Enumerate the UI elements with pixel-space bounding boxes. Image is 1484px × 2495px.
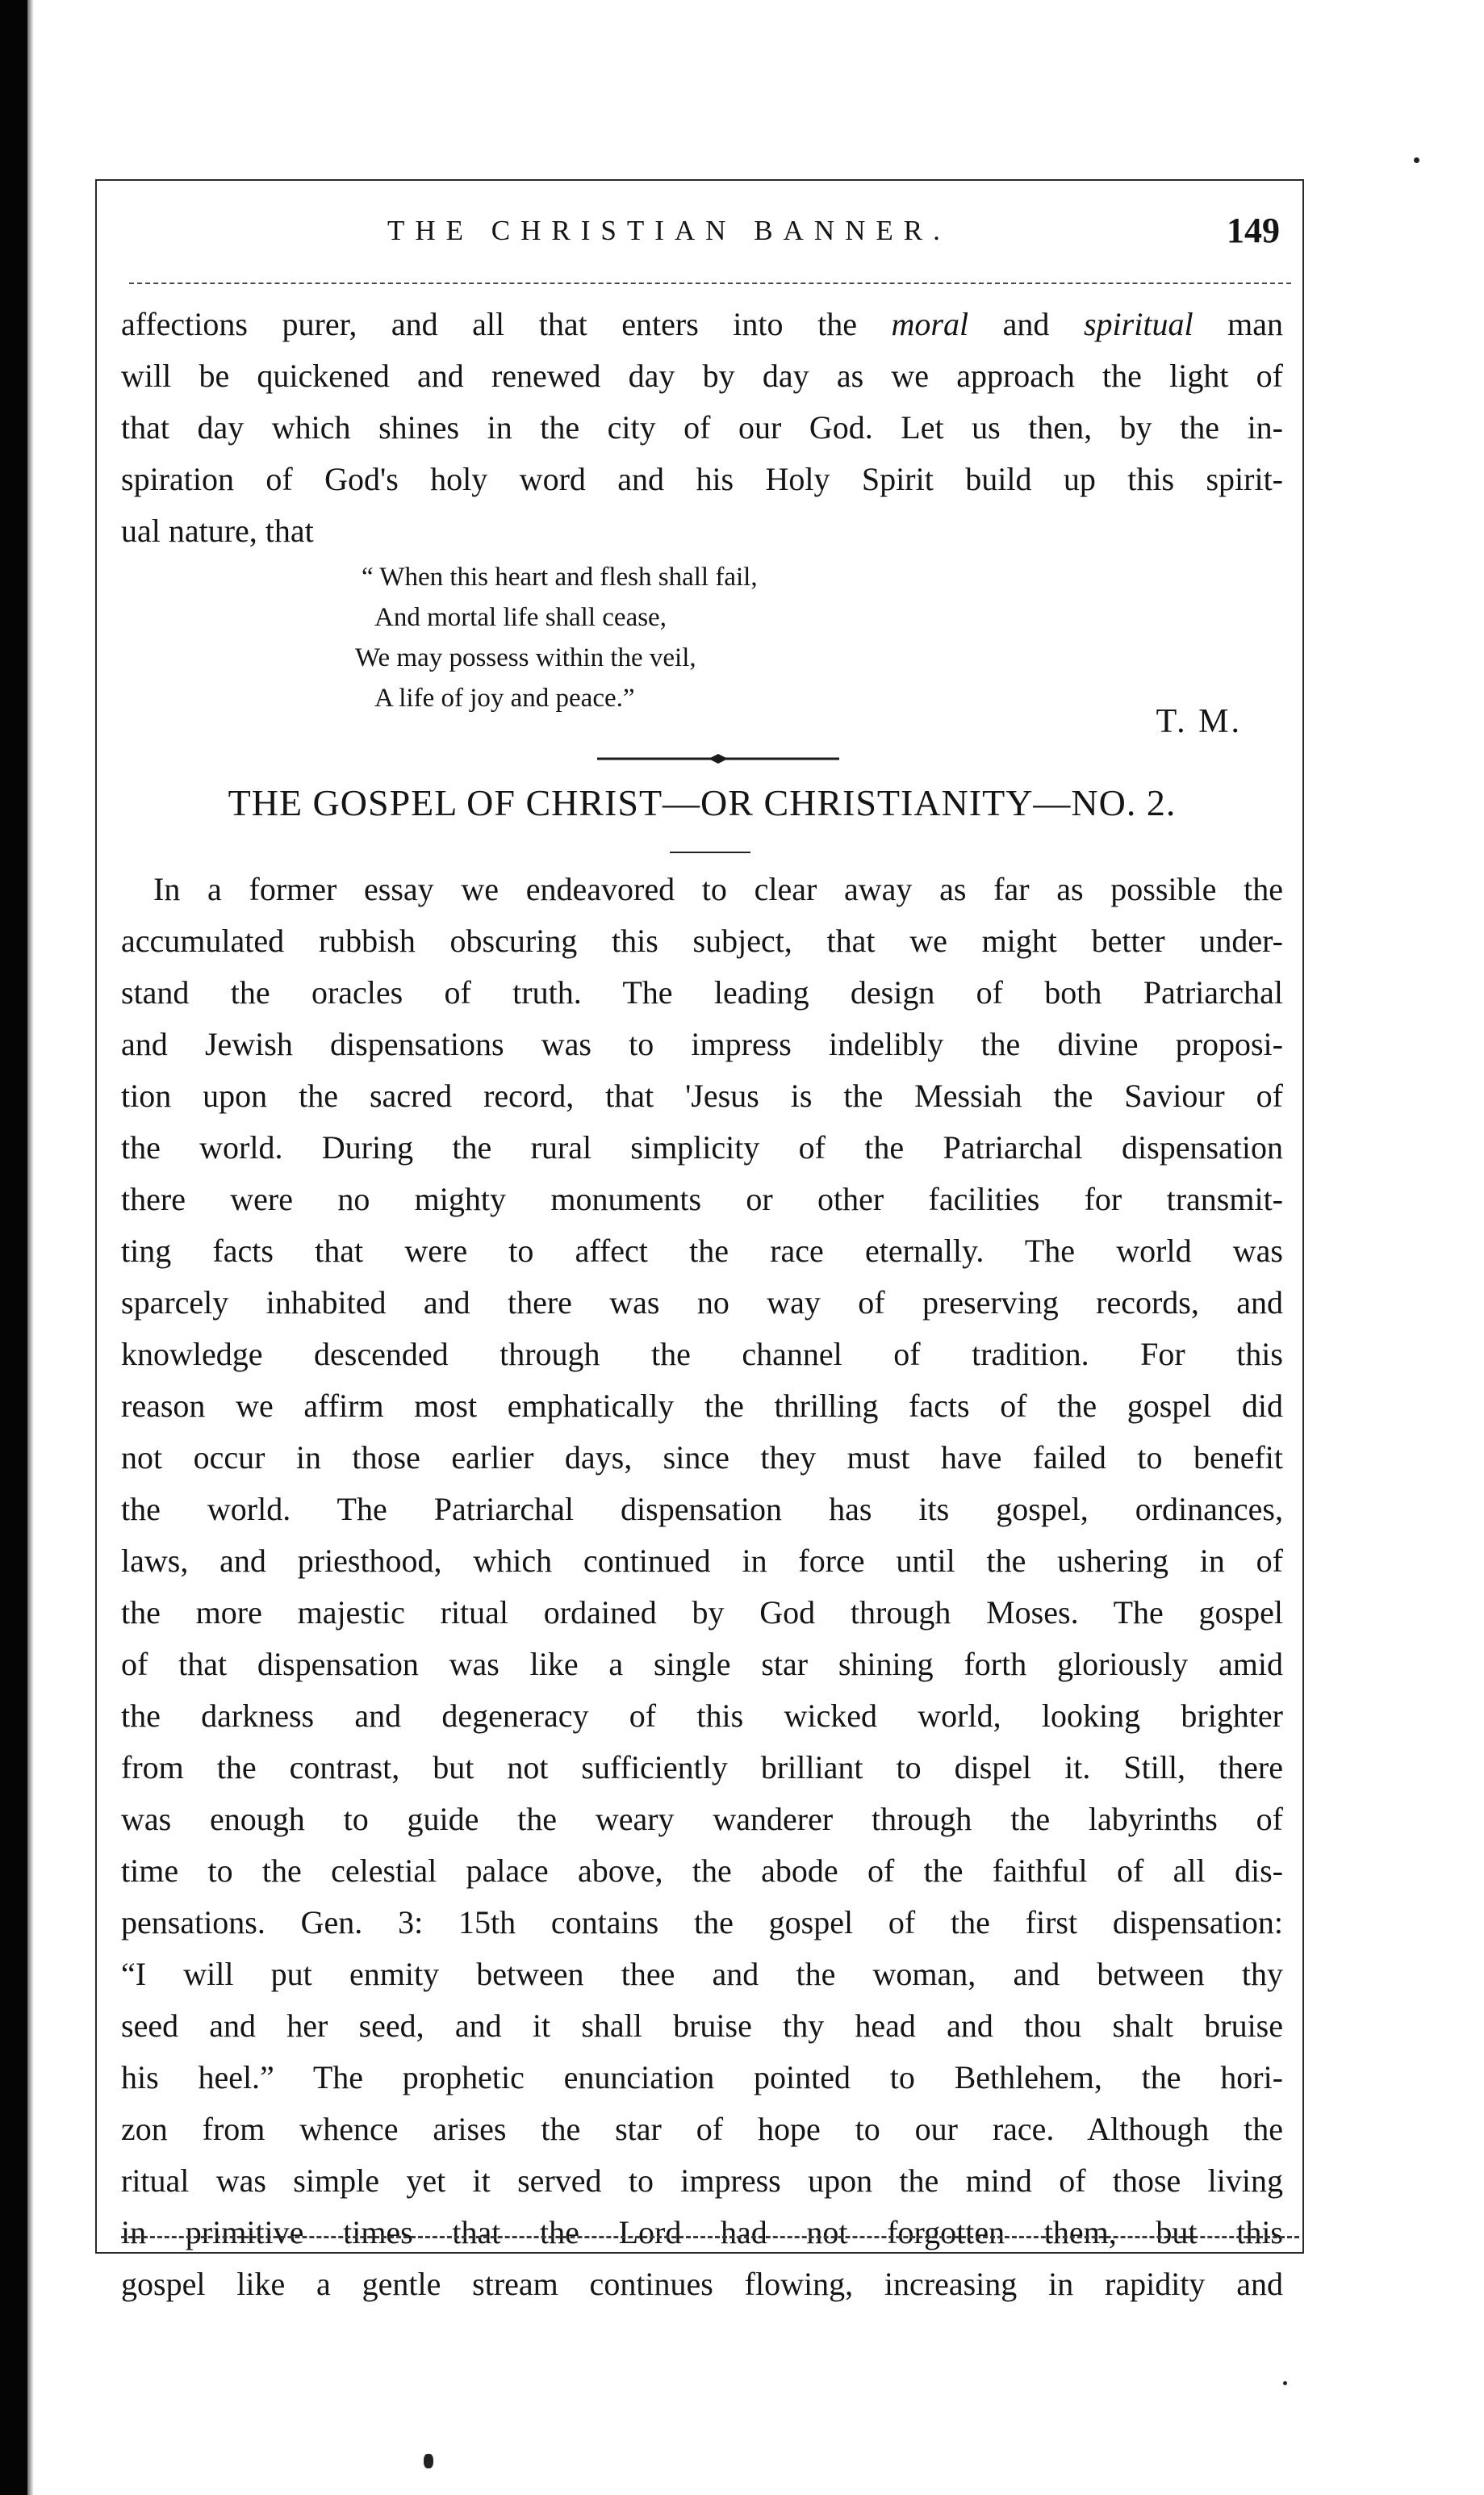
poem-line: We may possess within the veil, [355, 643, 696, 672]
book-spine-shadow [0, 0, 27, 2495]
text-line: the world. During the rural simplicity of the Patriarchal dispensation [121, 1129, 1283, 1166]
text-line: “I will put enmity between thee and the woman, and between thy [121, 1956, 1283, 1992]
paper-speck [1283, 2381, 1287, 2385]
author-signature: T. M. [1156, 703, 1242, 740]
text-line: his heel.” The prophetic enunciation pointed to Bethlehem, the hori- [121, 2059, 1283, 2095]
text-line: seed and her seed, and it shall bruise thy head and thou shalt bruise [121, 2007, 1283, 2044]
text-line: zon from whence arises the star of hope to our race. Although the [121, 2111, 1283, 2147]
emphasis-moral: moral [891, 306, 969, 342]
text-line: spiration of God's holy word and his Holy Spirit build up this spirit- [121, 461, 1283, 497]
emphasis-spiritual: spiritual [1083, 306, 1193, 342]
text-line: time to the celestial palace above, the abode of the faithful of all dis- [121, 1852, 1283, 1889]
text-line: ritual was simple yet it served to impress upon the mind of those living [121, 2162, 1283, 2199]
text-line: there were no mighty monuments or other facilities for transmit- [121, 1181, 1283, 1217]
intro-paragraph [121, 299, 1283, 557]
text-line: tion upon the sacred record, that 'Jesus is the Messiah the Saviour of [121, 1078, 1283, 1114]
text-line: of that dispensation was like a single star shining forth gloriously amid [121, 1646, 1283, 1682]
text-line: the more majestic ritual ordained by God through Moses. The gospel [121, 1594, 1283, 1631]
gutter-gradient [27, 0, 34, 2495]
essay-body [121, 864, 1283, 2310]
running-title: THE CHRISTIAN BANNER. [387, 215, 951, 246]
text-line: ual nature, that [121, 513, 314, 549]
title-underline [670, 852, 750, 853]
text-line: in primitive times that the Lord had not forgotten them, but this [121, 2214, 1283, 2250]
text-line: In a former essay we endeavored to clear away as far as possible the [153, 871, 1283, 907]
text-line: pensations. Gen. 3: 15th contains the gospel of the first dispensation: [121, 1904, 1283, 1940]
text-line: that day which shines in the city of our God. Let us then, by the in- [121, 409, 1283, 446]
text-line: will be quickened and renewed day by day as we approach the light of [121, 358, 1283, 394]
poem-line: “ When this heart and flesh shall fail, [362, 563, 758, 592]
text-line: from the contrast, but not sufficiently brilliant to dispel it. Still, there [121, 1749, 1283, 1785]
section-divider-ornament [597, 751, 839, 767]
footer-rule [121, 2236, 1299, 2238]
text-line: accumulated rubbish obscuring this subject, that we might better under- [121, 923, 1283, 959]
poem-line: A life of joy and peace.” [374, 684, 635, 713]
paper-speck [1414, 157, 1419, 163]
text-line: laws, and priesthood, which continued in force until the ushering in of [121, 1543, 1283, 1579]
text-line: knowledge descended through the channel of tradition. For this [121, 1336, 1283, 1372]
poem-quotation [355, 557, 1001, 718]
text-line: reason we affirm most emphatically the thrilling facts of the gospel did [121, 1388, 1283, 1424]
text-line: gospel like a gentle stream continues flowing, increasing in rapidity and [121, 2266, 1283, 2302]
paper-speck [424, 2454, 433, 2468]
text-line: the world. The Patriarchal dispensation has its gospel, ordinances, [121, 1491, 1283, 1527]
section-title: THE GOSPEL OF CHRIST—OR CHRISTIANITY—NO. 2. [228, 782, 1177, 823]
text-line: affections purer, and all that enters into the moral and spiritual man [121, 306, 1283, 342]
text-line: and Jewish dispensations was to impress indelibly the divine proposi- [121, 1026, 1283, 1062]
text-line: not occur in those earlier days, since they must have failed to benefit [121, 1439, 1283, 1476]
text-line: was enough to guide the weary wanderer through the labyrinths of [121, 1801, 1283, 1837]
page-number: 149 [1227, 211, 1280, 250]
text-line: the darkness and degeneracy of this wicked world, looking brighter [121, 1698, 1283, 1734]
text-line: stand the oracles of truth. The leading design of both Patriarchal [121, 974, 1283, 1011]
header-rule [129, 283, 1291, 284]
text-line: sparcely inhabited and there was no way of preserving records, and [121, 1284, 1283, 1321]
text-line: ting facts that were to affect the race eternally. The world was [121, 1233, 1283, 1269]
poem-line: And mortal life shall cease, [374, 603, 667, 632]
page-header [97, 210, 1302, 258]
